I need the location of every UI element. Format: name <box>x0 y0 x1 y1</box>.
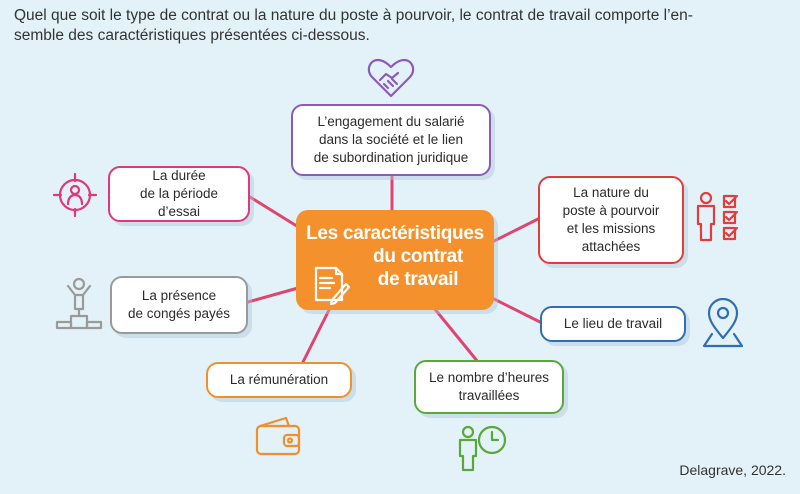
podium-person-icon <box>54 276 104 332</box>
node-heures-label: Le nombre d’heures travaillées <box>428 370 550 403</box>
node-periode-essai-label: La durée de la période d’essai <box>139 168 219 219</box>
intro-text: Quel que soit le type de contrat ou la nature du poste à pourvoir, le contrat de travail comporte l’en- semble des caractéristiques présentées ci-dessous. <box>14 7 693 44</box>
node-conges <box>110 276 248 334</box>
node-lieu <box>540 306 686 342</box>
node-engagement-label: L’engagement du salarié dans la société et le lien de subordination juridique <box>313 114 469 165</box>
node-heures <box>414 360 564 414</box>
link-heures <box>434 308 478 362</box>
node-lieu-label: Le lieu de travail <box>563 316 663 331</box>
location-pin-icon <box>700 298 746 350</box>
node-remuneration-label: La rémunération <box>229 372 329 387</box>
wallet-icon <box>254 414 304 458</box>
center-title-line3: de travail <box>377 269 459 290</box>
credit: Delagrave, 2022. <box>679 462 786 478</box>
node-engagement <box>291 104 491 176</box>
link-nature-poste <box>490 218 540 243</box>
node-conges-label: La présence de congés payés <box>127 288 231 321</box>
handshake-heart-icon <box>366 56 416 100</box>
link-periode-essai <box>250 197 300 228</box>
contract-document-icon <box>308 260 354 306</box>
person-clock-icon <box>456 420 508 472</box>
link-conges <box>248 288 298 302</box>
center-title-line1: Les caractéristiques <box>306 223 484 244</box>
node-periode-essai <box>108 166 250 222</box>
node-nature-poste <box>538 176 684 264</box>
target-person-icon <box>52 172 98 218</box>
node-remuneration <box>206 362 352 398</box>
link-lieu <box>486 295 540 322</box>
center-title-line2: du contrat <box>373 246 463 267</box>
person-checklist-icon <box>694 190 746 244</box>
center-box <box>296 210 494 310</box>
node-nature-poste-label: La nature du poste à pourvoir et les missions attachées <box>562 185 660 254</box>
link-remuneration <box>300 308 330 368</box>
